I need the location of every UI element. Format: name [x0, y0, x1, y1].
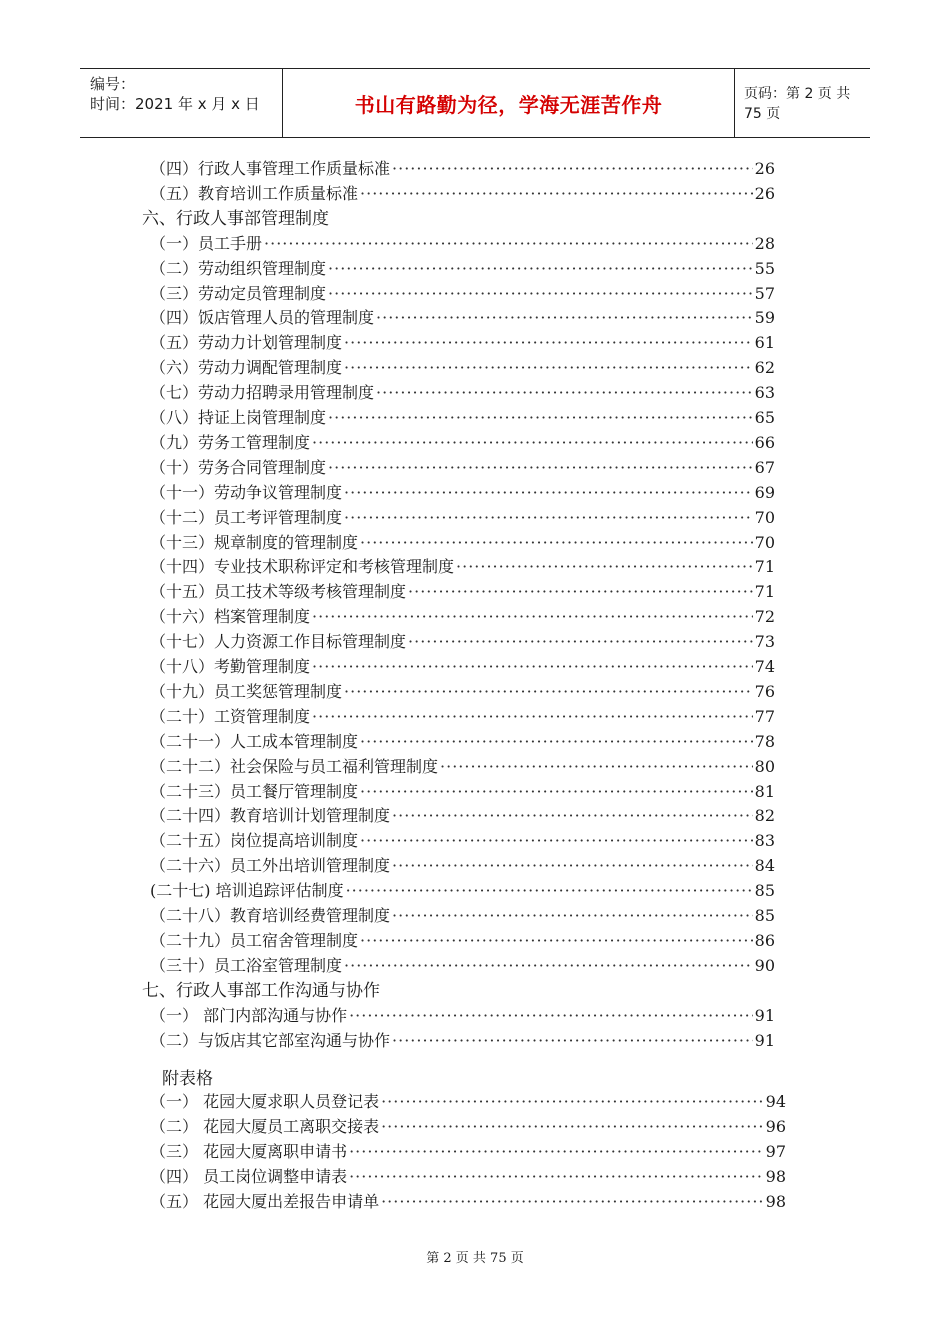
toc-leader-dots: [376, 306, 753, 330]
toc-entry-title: （十一）劳动争议管理制度: [150, 482, 343, 502]
toc-leader-dots: [312, 431, 753, 455]
appendix-heading: 附表格: [162, 1069, 213, 1090]
toc-entry-page-number: 80: [754, 756, 775, 776]
toc-entry-title: （十二）员工考评管理制度: [150, 507, 343, 527]
toc-entry-page-number: 98: [765, 1167, 786, 1186]
toc-entry[interactable]: [150, 481, 775, 505]
toc-entry-title: （二十五）岗位提高培训制度: [150, 831, 359, 851]
toc-entry[interactable]: [150, 929, 775, 953]
toc-entry-title: （二十八）教育培训经费管理制度: [150, 906, 391, 925]
toc-entry-page-number: 73: [754, 632, 775, 652]
toc-leader-dots: [381, 1190, 764, 1214]
document-date: 时间：2021 年 x 月 x 日: [90, 95, 260, 113]
toc-entry-title: （一） 部门内部沟通与协作: [150, 1005, 348, 1025]
toc-entry[interactable]: [150, 1190, 786, 1214]
toc-entry[interactable]: [150, 1140, 786, 1164]
toc-entry-title: （二十一）人工成本管理制度: [150, 731, 359, 751]
toc-entry-page-number: 96: [765, 1117, 786, 1137]
toc-entry-title: （五）劳动力计划管理制度: [150, 333, 343, 353]
toc-entry[interactable]: [150, 456, 775, 480]
toc-leader-dots: [328, 406, 753, 430]
toc-entry-title: （十五）员工技术等级考核管理制度: [150, 582, 407, 602]
toc-leader-dots: [312, 655, 753, 679]
toc-entry-page-number: 67: [754, 457, 775, 477]
toc-entry[interactable]: [150, 1029, 775, 1053]
toc-entry-title: （十三）规章制度的管理制度: [150, 532, 359, 552]
toc-leader-dots: [360, 929, 753, 953]
toc-entry-title: （十九）员工奖惩管理制度: [150, 681, 343, 701]
toc-leader-dots: [360, 780, 753, 804]
toc-leader-dots: [360, 531, 753, 555]
toc-entry[interactable]: [150, 854, 775, 878]
toc-leader-dots: [440, 755, 753, 779]
toc-entry[interactable]: [150, 780, 775, 804]
toc-entry[interactable]: [150, 680, 775, 704]
toc-entry[interactable]: [150, 381, 775, 405]
header-page-info: 页码：第 2 页 共 75 页: [744, 86, 851, 122]
toc-entry[interactable]: [150, 356, 775, 380]
toc-entry[interactable]: [150, 730, 775, 754]
toc-leader-dots: [344, 680, 753, 704]
toc-entry[interactable]: [150, 755, 775, 779]
toc-entry-page-number: 76: [754, 681, 775, 701]
toc-entry-page-number: 59: [754, 308, 775, 328]
toc-entry[interactable]: [150, 630, 775, 654]
header-meta: [80, 69, 282, 137]
toc-entry-page-number: 97: [765, 1142, 786, 1162]
toc-entry-page-number: 85: [754, 906, 775, 925]
toc-entry-title: （六）劳动力调配管理制度: [150, 358, 343, 378]
toc-entry[interactable]: [150, 531, 775, 555]
toc-entry[interactable]: [150, 282, 775, 306]
toc-leader-dots: [408, 630, 753, 654]
toc-entry[interactable]: [150, 1165, 786, 1189]
toc-entry[interactable]: [150, 1115, 786, 1139]
toc-entry-page-number: 70: [754, 507, 775, 527]
toc-entry[interactable]: [150, 406, 775, 430]
toc-leader-dots: [381, 1115, 764, 1139]
toc-leader-dots: [376, 381, 753, 405]
toc-leader-dots: [360, 829, 753, 853]
toc-entry[interactable]: [150, 1090, 786, 1114]
toc-entry-page-number: 62: [754, 358, 775, 378]
section-heading: 六、行政人事部管理制度: [142, 208, 329, 229]
toc-entry-title: （七）劳动力招聘录用管理制度: [150, 383, 375, 403]
toc-entry-title: （十）劳务合同管理制度: [150, 457, 327, 477]
toc-leader-dots: [392, 904, 753, 928]
toc-entry-title: （二十）工资管理制度: [150, 706, 311, 726]
toc-entry[interactable]: [150, 555, 775, 579]
toc-entry-page-number: 81: [754, 781, 775, 801]
toc-entry-page-number: 69: [754, 482, 775, 502]
toc-leader-dots: [312, 605, 753, 629]
toc-entry-title: （二十四）教育培训计划管理制度: [150, 806, 391, 826]
toc-leader-dots: [381, 1090, 764, 1114]
toc-leader-dots: [349, 1004, 753, 1028]
toc-entry-page-number: 91: [754, 1030, 775, 1050]
toc-entry-title: （三十）员工浴室管理制度: [150, 955, 343, 975]
toc-entry-title: （十八）考勤管理制度: [150, 657, 311, 676]
toc-entry-page-number: 72: [754, 607, 775, 627]
toc-entry[interactable]: [150, 954, 775, 978]
toc-entry[interactable]: [150, 1004, 775, 1028]
toc-entry-title: （二）与饭店其它部室沟通与协作: [150, 1030, 391, 1050]
toc-entry-title: （九）劳务工管理制度: [150, 432, 311, 452]
toc-entry[interactable]: [150, 605, 775, 629]
toc-entry-title: （二十三）员工餐厅管理制度: [150, 781, 359, 801]
toc-entry[interactable]: [150, 879, 775, 903]
toc-entry-title: （五）教育培训工作质量标准: [150, 183, 359, 203]
toc-entry-title: （十七）人力资源工作目标管理制度: [150, 632, 407, 652]
toc-entry-page-number: 78: [754, 731, 775, 751]
toc-leader-dots: [349, 1165, 764, 1189]
toc-entry[interactable]: [150, 331, 775, 355]
toc-entry-title: （一） 花园大厦求职人员登记表: [150, 1092, 380, 1112]
toc-leader-dots: [392, 157, 753, 181]
toc-entry-page-number: 91: [754, 1005, 775, 1025]
toc-entry-page-number: 71: [754, 582, 775, 602]
toc-leader-dots: [344, 356, 753, 380]
toc-entry-title: （二）劳动组织管理制度: [150, 258, 327, 278]
toc-leader-dots: [392, 1029, 753, 1053]
toc-entry[interactable]: [150, 904, 775, 928]
toc-entry-title: （二十二）社会保险与员工福利管理制度: [150, 756, 439, 776]
toc-entry-title: （二） 花园大厦员工离职交接表: [150, 1117, 380, 1137]
header-motto-cell: [282, 69, 735, 137]
toc-entry-page-number: 66: [754, 432, 775, 452]
toc-entry-page-number: 70: [754, 532, 775, 552]
toc-leader-dots: [344, 506, 753, 530]
toc-entry[interactable]: [150, 431, 775, 455]
toc-entry-page-number: 85: [754, 881, 775, 901]
toc-entry[interactable]: [150, 157, 775, 181]
toc-entry-title: （四）饭店管理人员的管理制度: [150, 308, 375, 328]
toc-entry[interactable]: [150, 232, 775, 256]
toc-entry-page-number: 98: [765, 1191, 786, 1211]
toc-entry[interactable]: [150, 705, 775, 729]
toc-entry-page-number: 26: [754, 159, 775, 178]
toc-leader-dots: [392, 854, 753, 878]
toc-leader-dots: [328, 456, 753, 480]
toc-entry-title: （五） 花园大厦出差报告申请单: [150, 1191, 380, 1211]
toc-leader-dots: [344, 331, 753, 355]
toc-entry-page-number: 86: [754, 930, 775, 950]
toc-entry-page-number: 83: [754, 831, 775, 851]
toc-entry-title: （二十九）员工宿舍管理制度: [150, 930, 359, 950]
toc-entry[interactable]: [150, 506, 775, 530]
toc-leader-dots: [360, 730, 753, 754]
document-number: 编号：: [90, 75, 136, 93]
toc-entry[interactable]: [150, 257, 775, 281]
toc-entry-title: （三） 花园大厦离职申请书: [150, 1142, 348, 1162]
toc-entry-page-number: 77: [754, 706, 775, 726]
toc-entry-title: （十六）档案管理制度: [150, 607, 311, 627]
toc-entry-page-number: 82: [754, 806, 775, 826]
toc-leader-dots: [346, 879, 753, 903]
toc-leader-dots: [392, 804, 753, 828]
toc-entry-page-number: 94: [765, 1092, 786, 1112]
toc-leader-dots: [408, 580, 753, 604]
toc-entry[interactable]: [150, 182, 775, 206]
section-heading: 七、行政人事部工作沟通与协作: [142, 980, 380, 1001]
toc-entry-title: （一）员工手册: [150, 233, 263, 253]
toc-leader-dots: [264, 232, 753, 256]
toc-leader-dots: [328, 282, 753, 306]
toc-entry-title: (二十七) 培训追踪评估制度: [150, 881, 344, 901]
toc-entry-title: （二十六）员工外出培训管理制度: [150, 856, 391, 876]
toc-leader-dots: [328, 257, 753, 281]
toc-entry-page-number: 57: [754, 283, 775, 303]
toc-entry-page-number: 90: [754, 955, 775, 975]
toc-entry-title: （四） 员工岗位调整申请表: [150, 1167, 348, 1186]
toc-entry[interactable]: [150, 829, 775, 853]
toc-leader-dots: [344, 954, 753, 978]
toc-leader-dots: [349, 1140, 764, 1164]
toc-entry-page-number: 61: [754, 333, 775, 353]
toc-entry-title: （八）持证上岗管理制度: [150, 408, 327, 427]
toc-leader-dots: [344, 481, 753, 505]
toc-entry-title: （四）行政人事管理工作质量标准: [150, 159, 391, 178]
toc-entry-title: （三）劳动定员管理制度: [150, 283, 327, 303]
page-header: [80, 68, 870, 138]
toc-entry-page-number: 65: [754, 408, 775, 427]
toc-entry[interactable]: [150, 306, 775, 330]
toc-leader-dots: [312, 705, 753, 729]
toc-entry-page-number: 55: [754, 258, 775, 278]
motto: 书山有路勤为径，学海无涯苦作舟: [354, 92, 663, 117]
toc-entry[interactable]: [150, 580, 775, 604]
toc-entry-page-number: 71: [754, 557, 775, 577]
toc-entry[interactable]: [150, 804, 775, 828]
toc-leader-dots: [360, 182, 753, 206]
toc-entry-page-number: 26: [754, 183, 775, 203]
toc-entry-page-number: 74: [754, 657, 775, 676]
toc-entry-page-number: 84: [754, 856, 775, 876]
toc-entry-page-number: 63: [754, 383, 775, 403]
toc-entry-page-number: 28: [754, 233, 775, 253]
toc-leader-dots: [456, 555, 753, 579]
toc-entry-title: （十四）专业技术职称评定和考核管理制度: [150, 557, 455, 577]
page-footer: 第 2 页 共 75 页: [426, 1251, 524, 1266]
toc-entry[interactable]: [150, 655, 775, 679]
